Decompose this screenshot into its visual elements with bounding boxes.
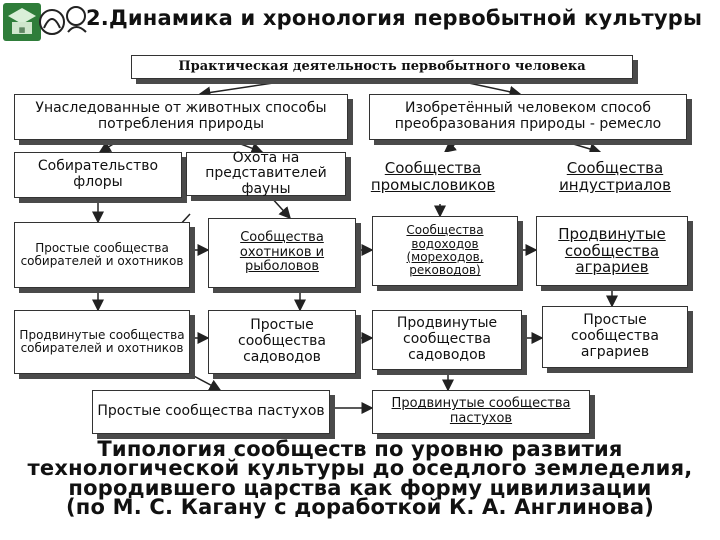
industrial-box: Сообщества индустриалов	[540, 152, 690, 202]
advanced-herders-box: Продвинутые сообщества пастухов	[372, 390, 590, 434]
diagram-caption	[10, 437, 710, 519]
inherited-methods-box: Унаследованные от животных способы потребления природы	[14, 94, 348, 140]
svg-text:▦: ▦	[18, 26, 26, 34]
fishers-box: Сообщества промысловиков	[360, 152, 506, 202]
craft-method-box: Изобретённый человеком способ преобразования природы - ремесло	[369, 94, 687, 140]
simple-agrarians-box: Простые сообщества аграриев	[542, 306, 688, 368]
simple-herders-box: Простые сообщества пастухов	[92, 390, 330, 434]
advanced-gardeners-box: Продвинутые сообщества садоводов	[372, 310, 522, 370]
hunting-box: Охота на представителей фауны	[186, 152, 346, 196]
root-box: Практическая деятельность первобытного человека	[131, 55, 633, 79]
hunters-fishers-box: Сообщества охотников и рыболовов	[208, 218, 356, 288]
caption-line-1: Типология сообществ по уровню развития	[97, 437, 623, 461]
caption-line-4: (по М. С. Кагану с доработкой К. А. Англинова)	[65, 494, 655, 519]
water-travelers-box: Сообщества водоходов (мореходов, реководов)	[372, 216, 518, 286]
caption-line-2: технологической культуры до оседлого земледелия,	[27, 456, 693, 481]
simple-gatherers-box: Простые сообщества собирателей и охотников	[14, 222, 190, 288]
advanced-gatherers-box: Продвинутые сообщества собирателей и охотников	[14, 310, 190, 374]
caption-line-3: породившего царства как форму цивилизации	[68, 475, 652, 500]
page-title: 2.Динамика и хронология первобытной культуры	[86, 6, 703, 30]
advanced-agrarians-box: Продвинутые сообщества аграриев	[536, 216, 688, 286]
gathering-box: Собирательство флоры	[14, 152, 182, 198]
simple-gardeners-box: Простые сообщества садоводов	[208, 310, 356, 374]
